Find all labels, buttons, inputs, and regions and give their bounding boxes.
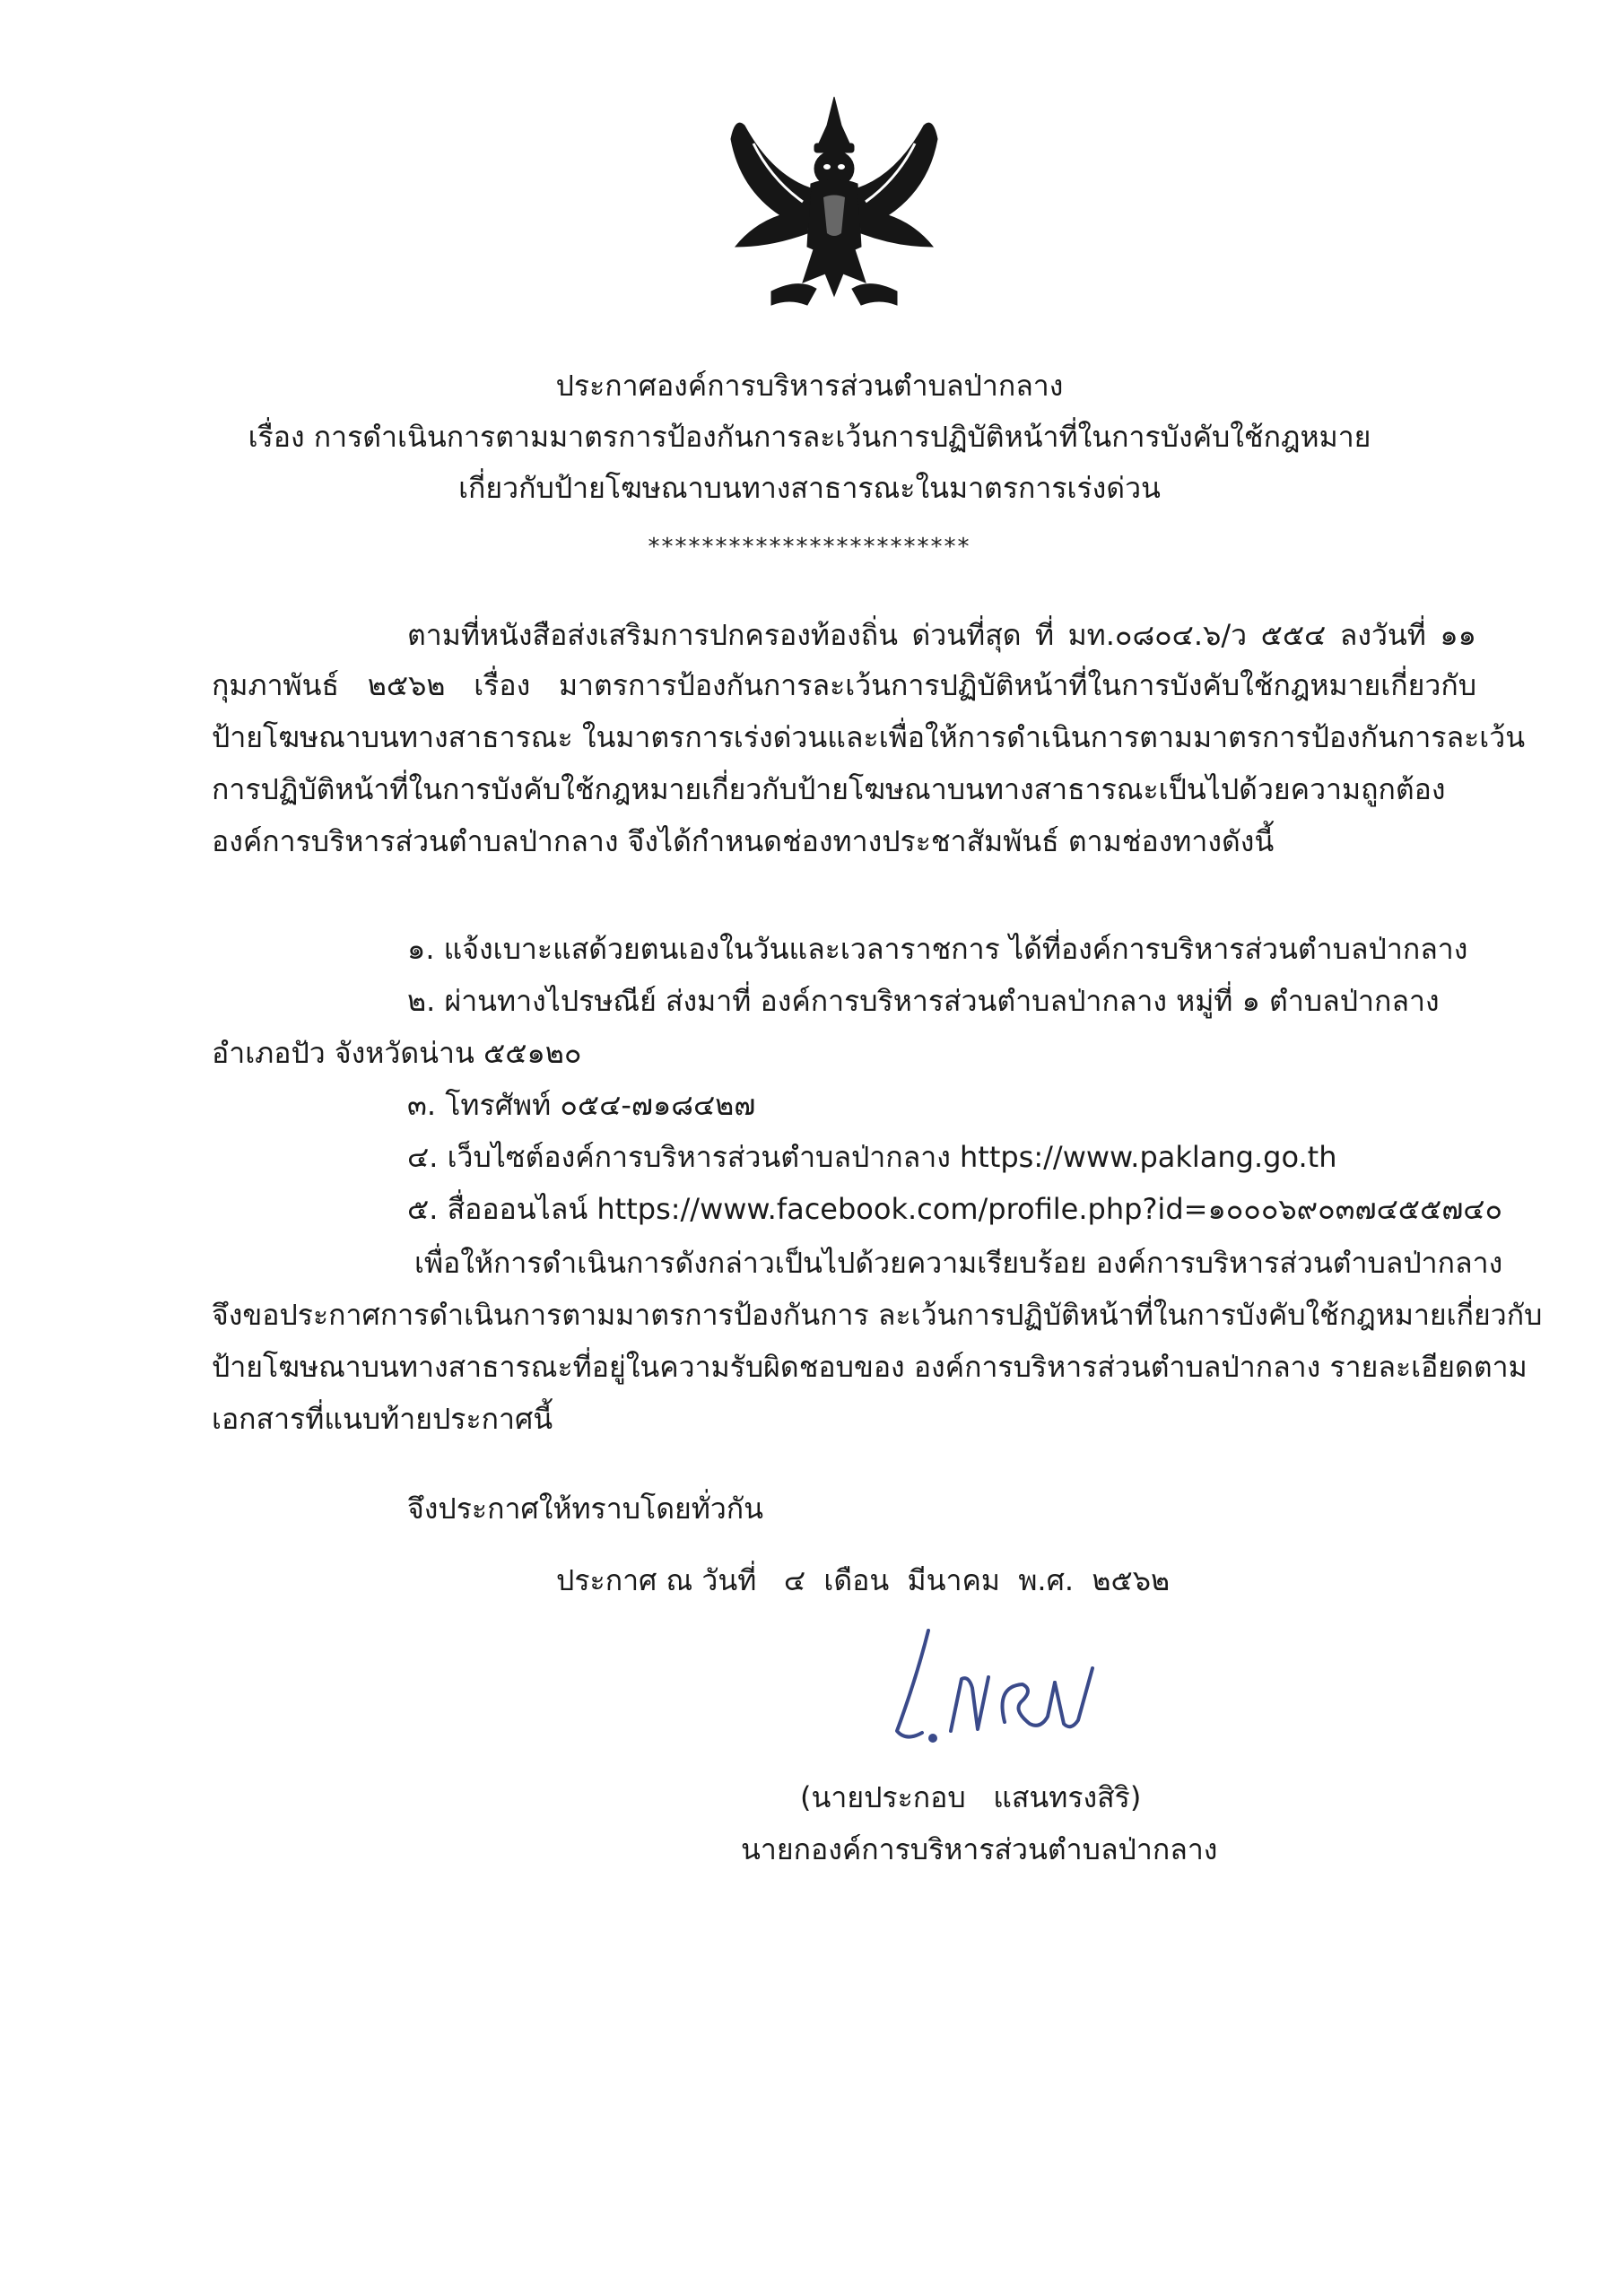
closing-statement: จึงประกาศให้ทราบโดยทั่วกัน bbox=[407, 1492, 764, 1526]
title-separator: ************************ bbox=[648, 534, 971, 561]
paragraph1-line: ตามที่หนังสือส่งเสริมการปกครองท้องถิ่น ด่วนที่สุด ที่ มท.๐๘๐๔.๖/ว ๕๕๔ ลงวันที่ ๑๑ bbox=[407, 618, 1476, 652]
channel-item-phone: ๓. โทรศัพท์ ๐๕๔-๗๑๘๔๒๗ bbox=[407, 1088, 756, 1122]
paragraph2-line: จึงขอประกาศการดำเนินการตามมาตรการป้องกันการ ละเว้นการปฏิบัติหน้าที่ในการบังคับใช้กฎหมายเกี่ยวกับ bbox=[212, 1298, 1543, 1332]
channel-item-website: ๔. เว็บไซต์องค์การบริหารส่วนตำบลป่ากลาง https://www.paklang.go.th bbox=[407, 1140, 1337, 1174]
signer-position: นายกองค์การบริหารส่วนตำบลป่ากลาง bbox=[741, 1832, 1218, 1866]
signer-name: (นายประกอบ แสนทรงสิริ) bbox=[800, 1780, 1142, 1814]
paragraph1-line: การปฏิบัติหน้าที่ในการบังคับใช้กฎหมายเกี่ยวกับป้ายโฆษณาบนทางสาธารณะเป็นไปด้วยความถูกต้อง bbox=[212, 772, 1446, 806]
paragraph1-line: กุมภาพันธ์ ๒๕๖๒ เรื่อง มาตรการป้องกันการละเว้นการปฏิบัติหน้าที่ในการบังคับใช้กฎหมายเกี่ยวกับ bbox=[212, 668, 1476, 702]
announcement-subject: เรื่อง การดำเนินการตามมาตรการป้องกันการละเว้นการปฏิบัติหน้าที่ในการบังคับใช้กฎหมาย bbox=[248, 420, 1371, 454]
announcement-title: ประกาศองค์การบริหารส่วนตำบลป่ากลาง bbox=[555, 369, 1064, 403]
channel-item-walk-in: ๑. แจ้งเบาะแสด้วยตนเองในวันและเวลาราชการ ได้ที่องค์การบริหารส่วนตำบลป่ากลาง bbox=[407, 932, 1468, 966]
paragraph2-line: เพื่อให้การดำเนินการดังกล่าวเป็นไปด้วยความเรียบร้อย องค์การบริหารส่วนตำบลป่ากลาง bbox=[414, 1246, 1503, 1280]
paragraph1-line: ป้ายโฆษณาบนทางสาธารณะ ในมาตรการเร่งด่วนและเพื่อให้การดำเนินการตามมาตรการป้องกันการละเว้น bbox=[212, 720, 1526, 754]
channel-item-post-address: อำเภอปัว จังหวัดน่าน ๕๕๑๒๐ bbox=[212, 1036, 582, 1070]
channel-item-facebook: ๕. สื่อออนไลน์ https://www.facebook.com/profile.php?id=๑๐๐๐๖๙๐๓๗๔๕๕๗๔๐ bbox=[407, 1192, 1503, 1226]
paragraph1-line: องค์การบริหารส่วนตำบลป่ากลาง จึงได้กำหนดช่องทางประชาสัมพันธ์ ตามช่องทางดังนี้ bbox=[212, 824, 1275, 858]
handwritten-signature bbox=[879, 1623, 1121, 1758]
channel-item-post: ๒. ผ่านทางไปรษณีย์ ส่งมาที่ องค์การบริหารส่วนตำบลป่ากลาง หมู่ที่ ๑ ตำบลป่ากลาง bbox=[407, 984, 1440, 1018]
garuda-emblem-icon bbox=[718, 90, 951, 318]
paragraph2-line: ป้ายโฆษณาบนทางสาธารณะที่อยู่ในความรับผิดชอบของ องค์การบริหารส่วนตำบลป่ากลาง รายละเอียดตาม bbox=[212, 1350, 1528, 1384]
paragraph2-line: เอกสารที่แนบท้ายประกาศนี้ bbox=[212, 1402, 553, 1436]
announcement-subject-continued: เกี่ยวกับป้ายโฆษณาบนทางสาธารณะในมาตรการเร่งด่วน bbox=[458, 471, 1161, 505]
announcement-date: ประกาศ ณ วันที่ ๔ เดือน มีนาคม พ.ศ. ๒๕๖๒ bbox=[556, 1563, 1171, 1597]
